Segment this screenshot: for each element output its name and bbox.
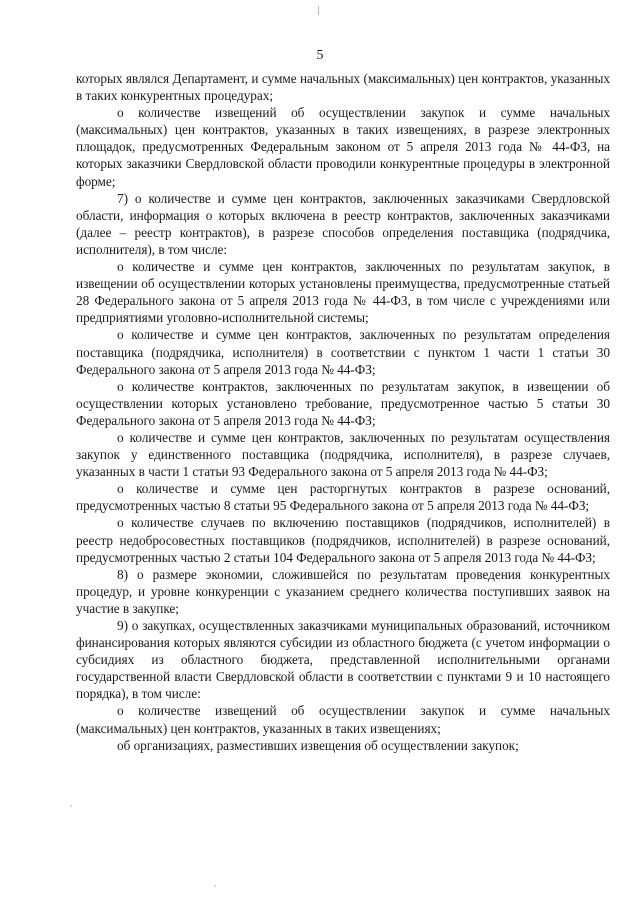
paragraph: о количестве и сумме цен контрактов, заключенных по результатам закупок, в извещении об осуществлении которых установлены преимущества, предусмотренные статьей 28 Федерального закона от 5 апреля 2013 года № 44-ФЗ, в том числе с учреждениями или предприятиями уголовно-исполнительной системы; (76, 259, 610, 326)
paragraph: о количестве случаев по включению поставщиков (подрядчиков, исполнителей) в реестр недобросовестных поставщиков (подрядчиков, исполнителей) в разрезе оснований, предусмотренных частью 2 статьи 104 Федерального закона от 5 апреля 2013 года № 44-ФЗ; (76, 515, 610, 565)
paragraph: о количестве извещений об осуществлении закупок и сумме начальных (максимальных) цен контрактов, указанных в таких извещениях, в разрезе электронных площадок, предусмотренных Федеральным законом от 5 апреля 2013 года № 44-ФЗ, на которых заказчики Свердловской области проводили конкурентные процедуры в электронной форме; (76, 105, 610, 189)
document-body (76, 70, 610, 754)
scan-speck (214, 885, 216, 887)
scan-mark (318, 6, 319, 15)
scan-speck (70, 805, 72, 807)
paragraph: о количестве извещений об осуществлении закупок и сумме начальных (максимальных) цен контрактов, указанных в таких извещениях; (76, 703, 610, 736)
paragraph: о количестве и сумме цен контрактов, заключенных по результатам осуществления закупок у единственного поставщика (подрядчика, исполнителя), в разрезе случаев, указанных в части 1 статьи 93 Федерального закона от 5 апреля 2013 года № 44-ФЗ; (76, 429, 610, 480)
paragraph: о количестве и сумме цен контрактов, заключенных по результатам определения поставщика (подрядчика, исполнителя) в соответствии с пунктом 1 части 1 статьи 30 Федерального закона от 5 апреля 2013 года № 44-ФЗ; (76, 327, 610, 377)
paragraph: об организациях, разместивших извещения об осуществлении закупок; (117, 737, 519, 753)
paragraph: 7) о количестве и сумме цен контрактов, заключенных заказчиками Свердловской области, информация о которых включена в реестр контрактов, заключенных заказчиками (далее – реестр контрактов), в разрезе способов определения поставщика (подрядчика, исполнителя), в том числе: (76, 190, 610, 257)
paragraph: которых являлся Департамент, и сумме начальных (максимальных) цен контрактов, указанных в таких конкурентных процедурах; (76, 71, 610, 104)
page-number: 5 (316, 48, 324, 63)
paragraph: о количестве и сумме цен расторгнутых контрактов в разрезе оснований, предусмотренных частью 8 статьи 95 Федерального закона от 5 апреля 2013 года № 44-ФЗ; (76, 481, 610, 514)
paragraph: о количестве контрактов, заключенных по результатам закупок, в извещении об осуществлении которых установлено требование, предусмотренное частью 5 статьи 30 Федерального закона от 5 апреля 2013 года № 44-ФЗ; (76, 378, 610, 428)
paragraph: 8) о размере экономии, сложившейся по результатам проведения конкурентных процедур, и уровне конкуренции с указанием среднего количества поступивших заявок на участие в закупке; (76, 566, 610, 616)
paragraph: 9) о закупках, осуществленных заказчиками муниципальных образований, источником финансирования которых являются субсидии из областного бюджета (с учетом информации о субсидиях из областного бюджета, представленной исполнительными органами государственной власти Свердловской области в соответствии с пунктами 9 и 10 настоящего порядка), в том числе: (76, 618, 610, 702)
